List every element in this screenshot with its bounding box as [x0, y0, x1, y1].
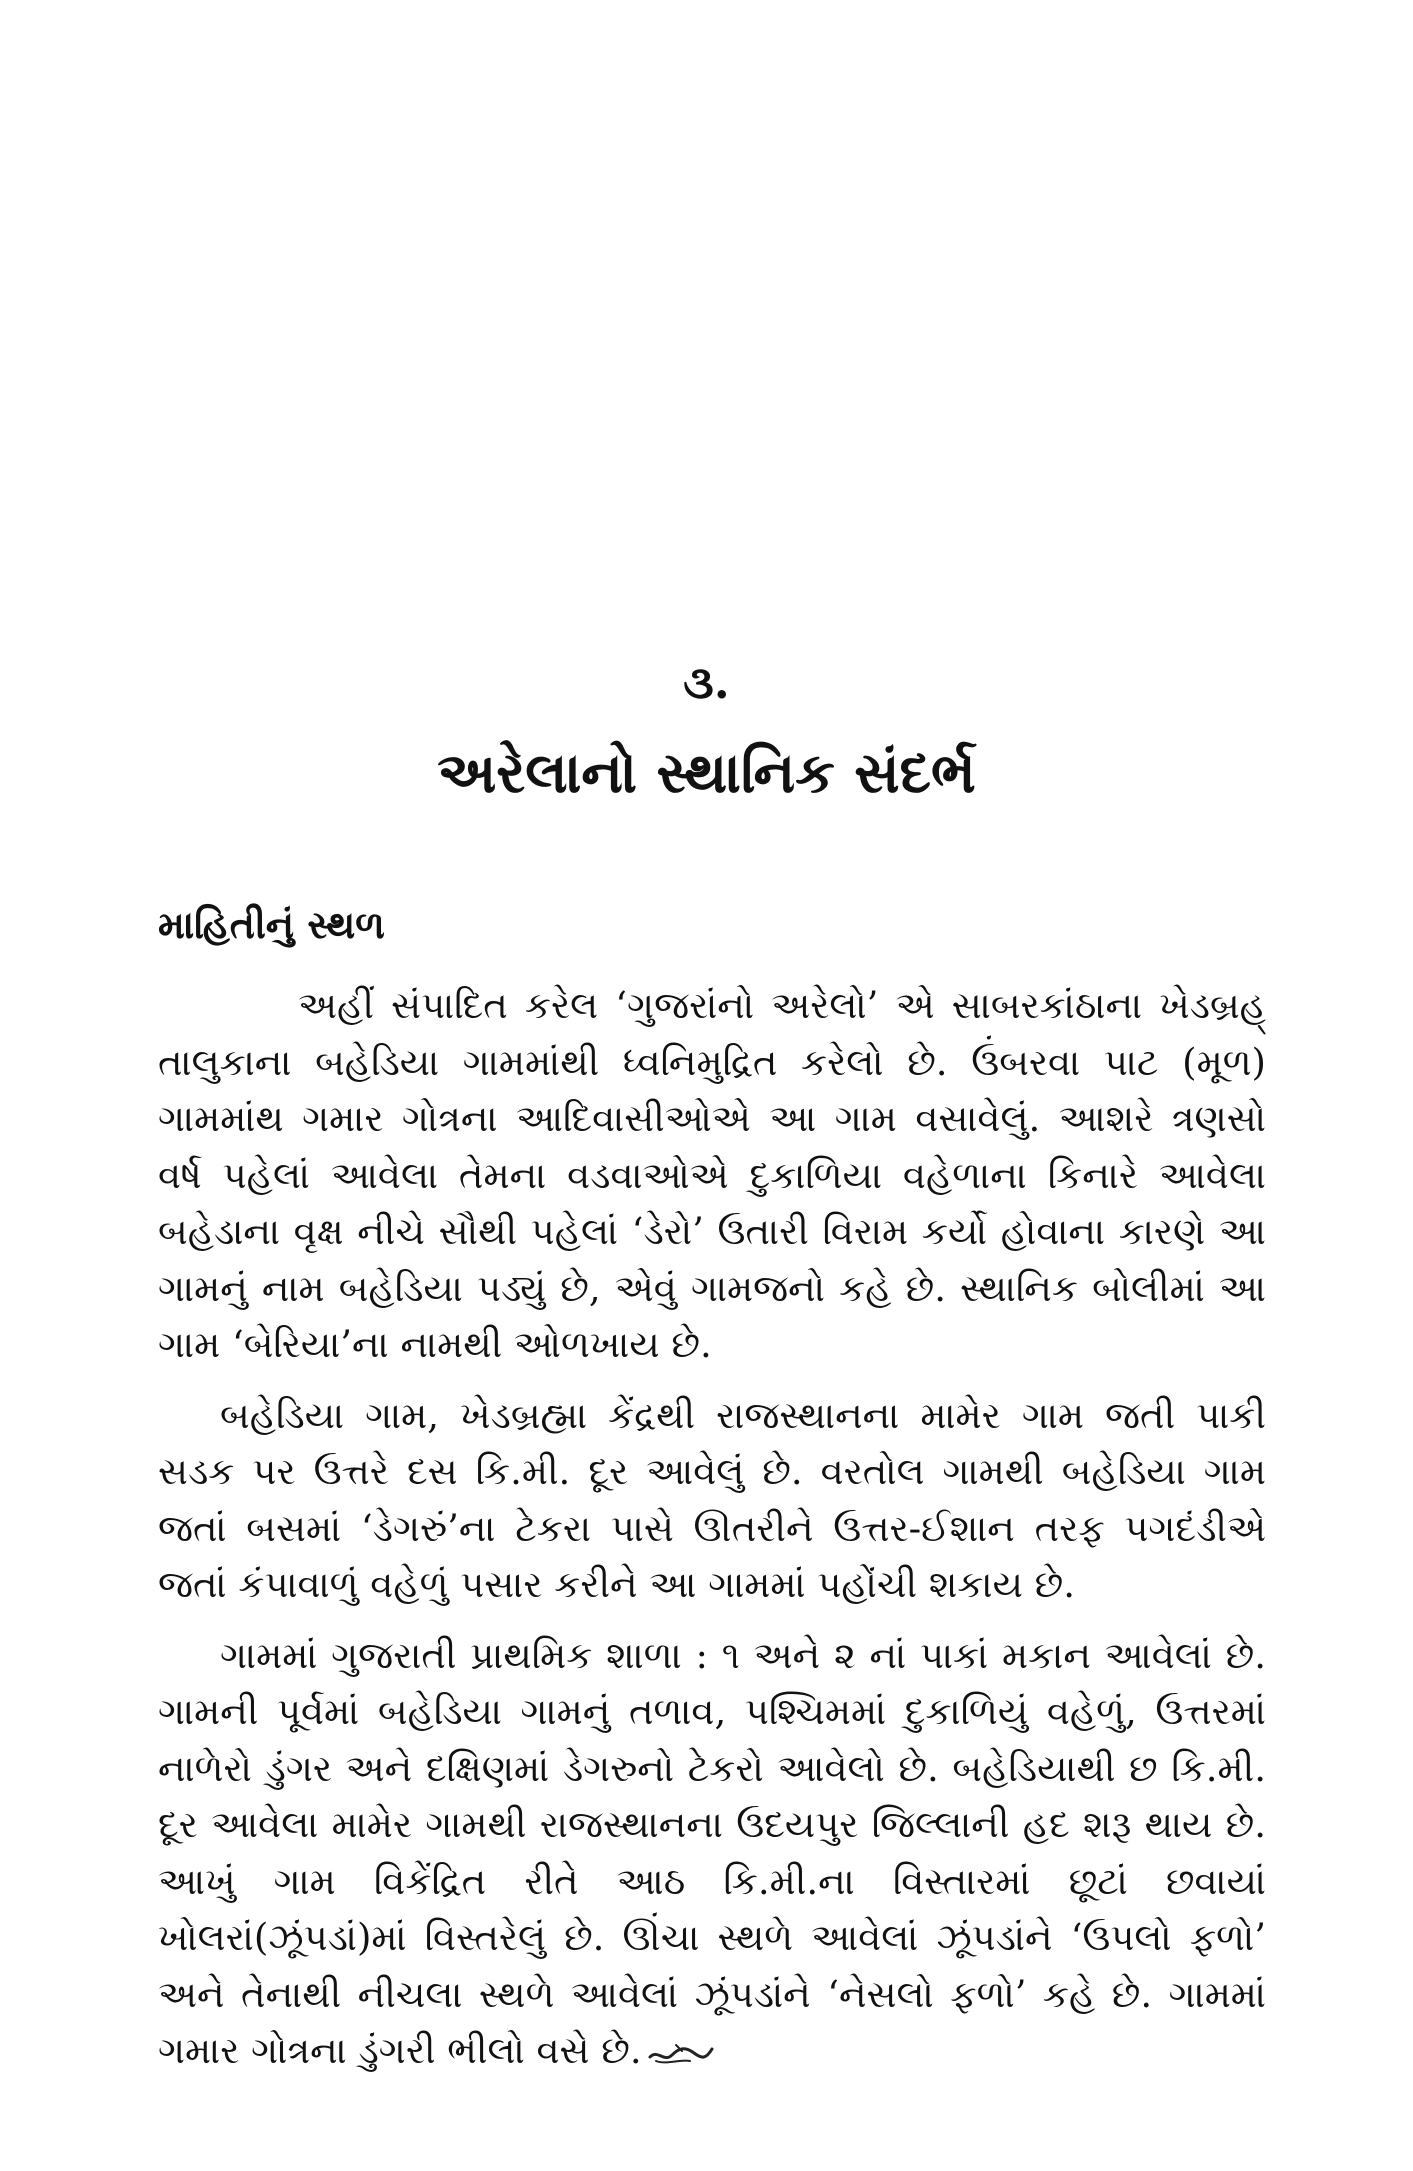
section-heading: માહિતીનું સ્થળ [158, 902, 385, 947]
chapter-title: અરેલાનો સ્થાનિક સંદર્ભ [437, 740, 976, 806]
body-text [158, 978, 1266, 2094]
chapter-number: ૩. [683, 655, 730, 709]
paragraph-3-text: ગામમાં ગુજરાતી પ્રાથમિક શાળા : ૧ અને ૨ નાં પાકાં મકાન આવેલાં છે. ગામની પૂર્વમાં બહેડિયા ગામનું તળાવ, પશ્ચિમમાં દુકાળિયું વહેળું, ઉત્તરમાં નાળેરો ડુંગર અને દક્ષિણમાં ડેગરુનો ટેકરો આવેલો છે. બહેડિયાથી છ કિ.મી. દૂર આવેલા મામેર ગામથી રાજસ્થાનના ઉદયપુર જિલ્લાની હદ શરૂ થાય છે. આખું ગામ વિકેંદ્રિત રીતે આઠ કિ.મી.ના વિસ્તારમાં છૂટાં છવાયાં ખોલરાં(ઝૂંપડાં)માં વિસ્તરેલું છે. ઊંચા સ્થળે આવેલાં ઝૂંપડાંને ‘ઉપલો ફળો’ અને તેનાથી નીચલા સ્થળે આવેલાં ઝૂંપડાંને ‘નેસલો ફળો’ કહે છે. ગામમાં ગમાર ગોત્રના ડુંગરી ભીલો વસે છે. [158, 1633, 1266, 2072]
paragraph-3 [158, 1628, 1266, 2080]
paragraph-2: બહેડિયા ગામ, ખેડબ્રહ્મા કેંદ્રથી રાજસ્થાનના મામેર ગામ જતી પાકી સડક પર ઉત્તરે દસ કિ.મી. દૂર આવેલું છે. વરતોલ ગામથી બહેડિયા ગામ જતાં બસમાં ‘ડેગરું’ના ટેકરા પાસે ઊતરીને ઉત્તર-ઈશાન તરફ પગદંડીએ જતાં કંપાવાળું વહેળું પસાર કરીને આ ગામમાં પહોંચી શકાય છે. [158, 1393, 1266, 1606]
paragraph-1: અહીં સંપાદિત કરેલ ‘ગુજરાંનો અરેલો’ એ સાબરકાંઠાના ખેડબ્રહ્ તાલુકાના બહેડિયા ગામમાંથી ધ્વનિમુદ્રિત કરેલો છે. ઉંબરવા પાટ (મૂળ) ગામમાંથ ગમાર ગોત્રના આદિવાસીઓએ આ ગામ વસાવેલું. આશરે ત્રણસો વર્ષ પહેલાં આવેલા તેમના વડવાઓએ દુકાળિયા વહેળાના કિનારે આવેલા બહેડાના વૃક્ષ નીચે સૌથી પહેલાં ‘ડેરો’ ઉતારી વિરામ કર્યો હોવાના કારણે આ ગામનું નામ બહેડિયા પડ્યું છે, એવું ગામજનો કહે છે. સ્થાનિક બોલીમાં આ ગામ ‘બેરિયા’ના નામથી ઓળખાય છે. [158, 984, 1266, 1366]
ink-scribble-mark [646, 2039, 716, 2069]
